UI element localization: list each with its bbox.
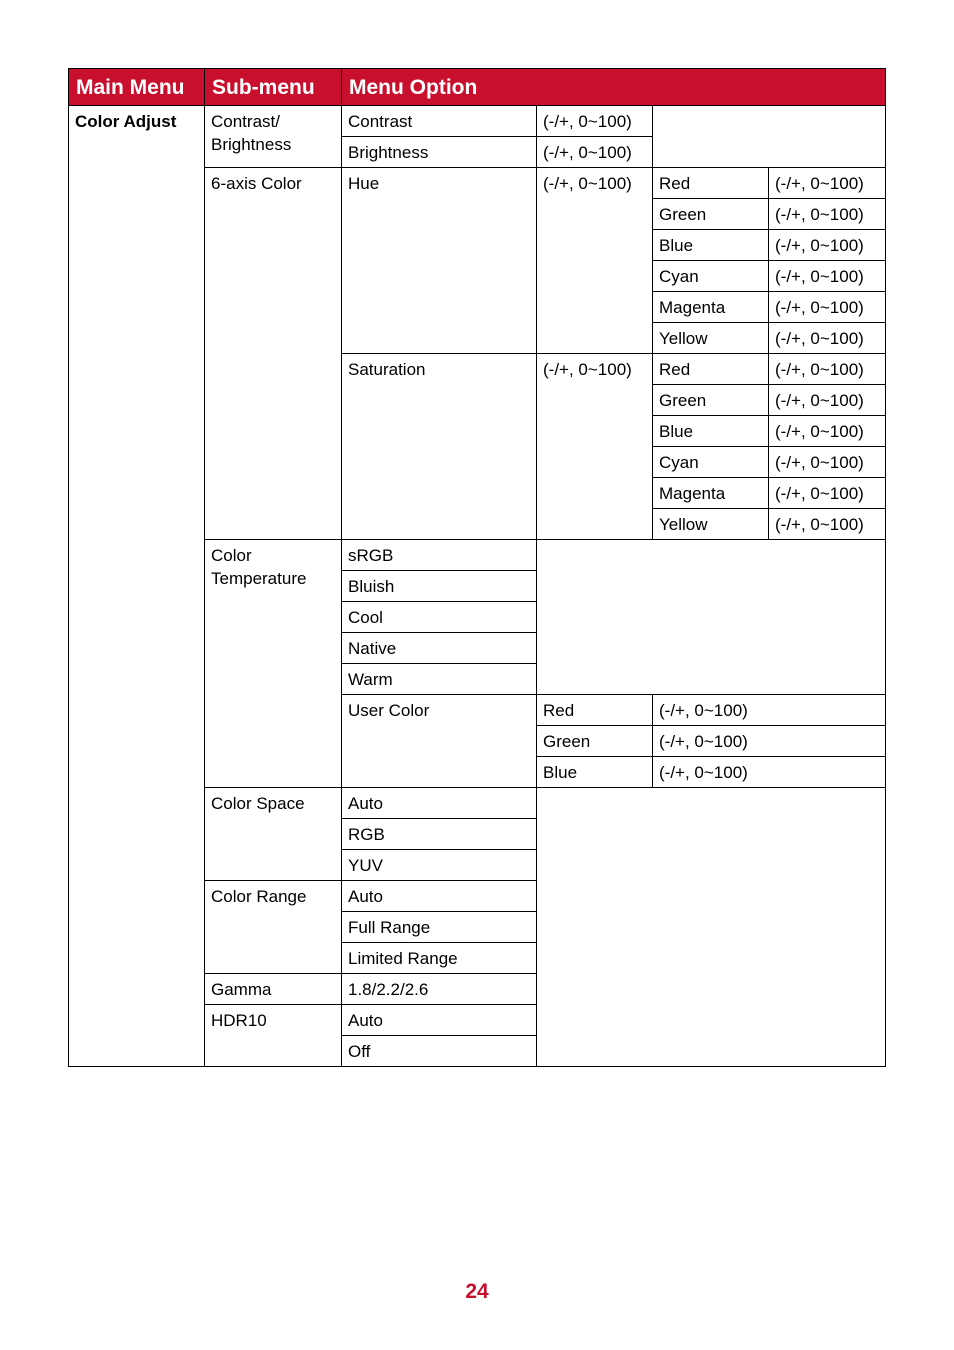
- range-value: (-/+, 0~100): [769, 199, 886, 230]
- menu-table: [68, 68, 886, 1067]
- option-srgb: sRGB: [342, 540, 537, 571]
- color-blue: Blue: [653, 416, 769, 447]
- color-green: Green: [653, 199, 769, 230]
- submenu-gamma: Gamma: [205, 974, 342, 1005]
- user-color-green: Green: [537, 726, 653, 757]
- user-color-red: Red: [537, 695, 653, 726]
- option-auto: Auto: [342, 788, 537, 819]
- range-value: (-/+, 0~100): [769, 323, 886, 354]
- range-value: (-/+, 0~100): [653, 726, 886, 757]
- range-value: (-/+, 0~100): [769, 447, 886, 478]
- option-brightness: Brightness: [342, 137, 537, 168]
- option-full-range: Full Range: [342, 912, 537, 943]
- range-value: (-/+, 0~100): [769, 416, 886, 447]
- range-value: (-/+, 0~100): [769, 168, 886, 199]
- option-yuv: YUV: [342, 850, 537, 881]
- color-cyan: Cyan: [653, 261, 769, 292]
- submenu-6-axis-color: 6-axis Color: [205, 168, 342, 540]
- color-yellow: Yellow: [653, 323, 769, 354]
- color-blue: Blue: [653, 230, 769, 261]
- range-value: (-/+, 0~100): [653, 757, 886, 788]
- option-user-color: User Color: [342, 695, 537, 788]
- color-yellow: Yellow: [653, 509, 769, 540]
- header-main-menu: Main Menu: [69, 69, 205, 106]
- color-magenta: Magenta: [653, 292, 769, 323]
- range-value: (-/+, 0~100): [769, 385, 886, 416]
- range-value: (-/+, 0~100): [537, 106, 653, 137]
- header-sub-menu: Sub-menu: [205, 69, 342, 106]
- user-color-blue: Blue: [537, 757, 653, 788]
- option-limited-range: Limited Range: [342, 943, 537, 974]
- color-red: Red: [653, 168, 769, 199]
- empty-cell: [537, 540, 886, 695]
- range-value: (-/+, 0~100): [769, 478, 886, 509]
- color-green: Green: [653, 385, 769, 416]
- option-warm: Warm: [342, 664, 537, 695]
- empty-cell: [653, 106, 886, 168]
- color-magenta: Magenta: [653, 478, 769, 509]
- option-saturation: Saturation: [342, 354, 537, 540]
- option-auto: Auto: [342, 1005, 537, 1036]
- option-rgb: RGB: [342, 819, 537, 850]
- color-red: Red: [653, 354, 769, 385]
- header-menu-option: Menu Option: [342, 69, 886, 106]
- main-menu-color-adjust: Color Adjust: [69, 106, 205, 1067]
- option-cool: Cool: [342, 602, 537, 633]
- option-bluish: Bluish: [342, 571, 537, 602]
- range-value: (-/+, 0~100): [769, 292, 886, 323]
- submenu-hdr10: HDR10: [205, 1005, 342, 1067]
- range-value: (-/+, 0~100): [537, 137, 653, 168]
- range-value: (-/+, 0~100): [769, 509, 886, 540]
- submenu-color-temperature: Color Temperature: [205, 540, 342, 788]
- option-gamma-values: 1.8/2.2/2.6: [342, 974, 537, 1005]
- range-value: (-/+, 0~100): [537, 168, 653, 354]
- range-value: (-/+, 0~100): [653, 695, 886, 726]
- submenu-color-space: Color Space: [205, 788, 342, 881]
- range-value: (-/+, 0~100): [537, 354, 653, 540]
- option-off: Off: [342, 1036, 537, 1067]
- option-native: Native: [342, 633, 537, 664]
- empty-cell: [537, 788, 886, 1067]
- option-contrast: Contrast: [342, 106, 537, 137]
- option-hue: Hue: [342, 168, 537, 354]
- range-value: (-/+, 0~100): [769, 354, 886, 385]
- option-auto: Auto: [342, 881, 537, 912]
- submenu-contrast-brightness: Contrast/ Brightness: [205, 106, 342, 168]
- submenu-color-range: Color Range: [205, 881, 342, 974]
- range-value: (-/+, 0~100): [769, 261, 886, 292]
- page-number: 24: [465, 1280, 489, 1303]
- color-cyan: Cyan: [653, 447, 769, 478]
- range-value: (-/+, 0~100): [769, 230, 886, 261]
